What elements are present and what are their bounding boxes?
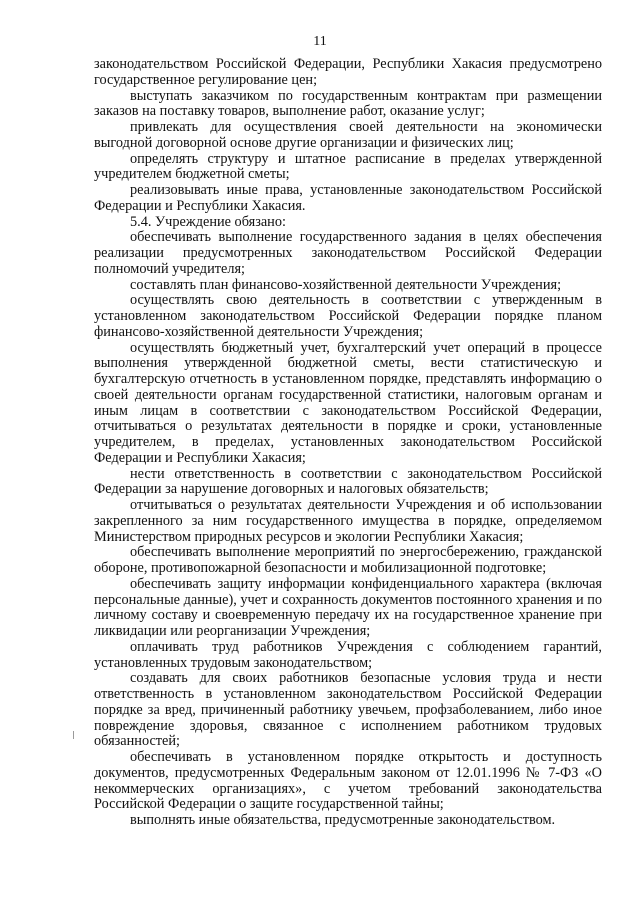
paragraph: обеспечивать защиту информации конфиденциального характера (включая персональные данные), учет и сохранность документов постоянного хранения и по личному составу и своевременную передачу их на государственное хранение при ликвидации или реорганизации Учреждения; [94, 575, 602, 639]
section-heading: 5.4. Учреждение обязано: [130, 213, 286, 230]
paragraph: обеспечивать выполнение государственного задания в целях обеспечения реализации предусмотренных законодательством Российской Федерации полномочий учредителя; [94, 229, 602, 277]
paragraph: создавать для своих работников безопасные условия труда и нести ответственность в установленном законодательством Российской Федерации порядке за вред, причиненный работнику увечьем, профзаболеванием, либо иное повреждение здоровья, связанное с исполнением работником трудовых обязанностей; [94, 670, 602, 750]
paragraph: составлять план финансово-хозяйственной деятельности Учреждения; [130, 276, 562, 293]
paragraph: осуществлять бюджетный учет, бухгалтерский учет операций в процессе выполнения утвержденной бюджетной сметы, вести статистическую и бухгалтерскую отчетность в установленном порядке, представлять информацию о своей деятельности органам государственной статистики, налоговым органам и иным лицам в соответствии с законодательством Российской Федерации, отчитываться о результатах деятельности в порядке и сроки, установленные учредителем, в пределах, установленных законодательством Российской Федерации и Республики Хакасия; [94, 339, 602, 466]
paragraph: нести ответственность в соответствии с законодательством Российской Федерации за нарушение договорных и налоговых обязательств; [94, 465, 602, 498]
paragraph: реализовывать иные права, установленные законодательством Российской Федерации и Республики Хакасия. [94, 182, 602, 214]
paragraph: привлекать для осуществления своей деятельности на экономически выгодной договорной основе другие организации и физических лиц; [94, 119, 602, 151]
paragraph: обеспечивать выполнение мероприятий по энергосбережению, гражданской обороне, противопожарной безопасности и мобилизационной подготовке; [94, 544, 602, 576]
paragraph: оплачивать труд работников Учреждения с соблюдением гарантий, установленных трудовым законодательством; [94, 638, 602, 671]
paragraph: определять структуру и штатное расписание в пределах утвержденной учредителем бюджетной сметы; [94, 150, 602, 183]
paragraph: выполнять иные обязательства, предусмотренные законодательством. [130, 812, 556, 828]
page-number: 11 [313, 34, 327, 49]
document-body [94, 57, 602, 829]
paragraph: законодательством Российской Федерации, Республики Хакасия предусмотрено государственное регулирование цен; [94, 56, 602, 88]
paragraph: осуществлять свою деятельность в соответствии с утвержденным в установленном законодательством Российской Федерации порядке планом финансово-хозяйственной деятельности Учреждения; [94, 292, 602, 340]
paragraph: обеспечивать в установленном порядке открытость и доступность документов, предусмотренных Федеральным законом от 12.01.1996 № 7-ФЗ «О некоммерческих организациях», с учетом требований законодательства Российской Федерации о защите государственной тайны; [94, 749, 602, 813]
scan-artifact [73, 731, 74, 739]
paragraph: отчитываться о результатах деятельности Учреждения и об использовании закрепленного за ним государственного имущества в порядке, определяемом Министерством природных ресурсов и экологии Республики Хакасия; [94, 497, 602, 545]
paragraph: выступать заказчиком по государственным контрактам при размещении заказов на поставку товаров, выполнение работ, оказание услуг; [94, 87, 602, 120]
